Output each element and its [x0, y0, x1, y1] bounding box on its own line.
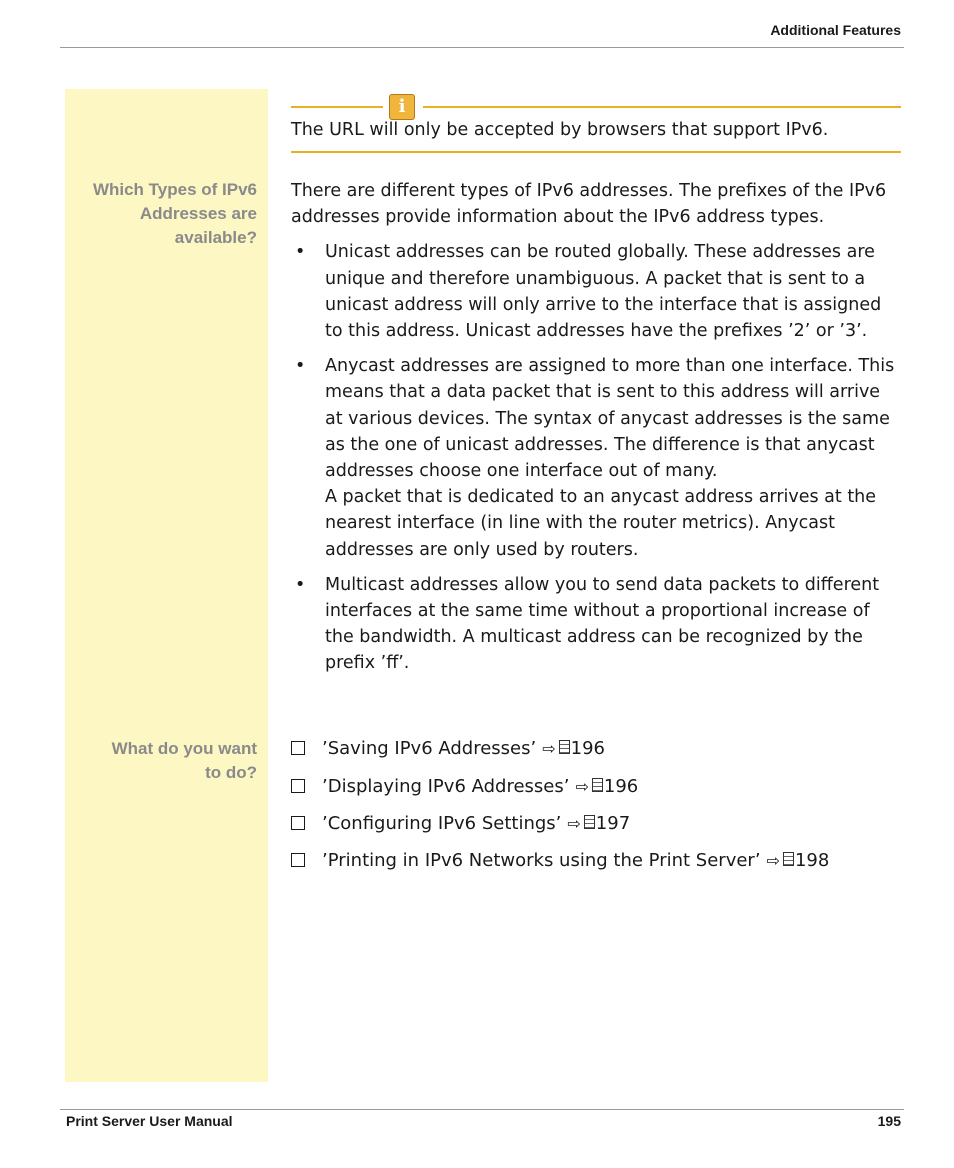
arrow-right-icon: ⇨ — [567, 814, 581, 833]
anycast-extra: A packet that is dedicated to an anycast address arrives at the nearest interface (in line with the router metrics). Anycast addresses are only used by routers. — [325, 487, 877, 560]
list-item-unicast: • Unicast addresses can be routed globally. These addresses are unique and therefore unambiguous. A packet that is sent to a unicast address will only arrive to the interface that is assigned to this address. Unicast addresses have the prefixes ’2’ or ’3’. — [295, 242, 882, 342]
header-divider — [60, 47, 904, 48]
note-text: The URL will only be accepted by browsers that support IPv6. — [291, 120, 829, 140]
footer-manual-title: Print Server User Manual — [66, 1113, 233, 1129]
arrow-right-icon: ⇨ — [575, 777, 589, 796]
list-item-anycast: • Anycast addresses are assigned to more than one interface. This means that a data packet that is sent to this address will arrive at various devices. The syntax of anycast addresses is the same as the one of unicast addresses. The difference is that anycast addresses choose one interface out of many. A packet that is dedicated to an anycast address arrives at the nearest interface (in line with the router metrics). Anycast addresses are only used by routers. — [291, 353, 903, 563]
intro-paragraph: There are different types of IPv6 addresses. The prefixes of the IPv6 addresses provide information about the IPv6 address types. — [291, 181, 887, 228]
page-icon — [584, 815, 595, 829]
page-number: 195 — [877, 1113, 901, 1129]
page-icon — [559, 740, 570, 754]
task-link-saving[interactable]: ’Saving IPv6 Addresses’ ⇨ 196 — [291, 737, 605, 761]
checkbox-icon — [291, 741, 305, 755]
checkbox-icon — [291, 816, 305, 830]
checkbox-icon — [291, 853, 305, 867]
page-icon — [592, 778, 603, 792]
checkbox-icon — [291, 779, 305, 793]
section-heading-what-to-do: What do you want to do? — [111, 739, 257, 782]
note-top-rule-right — [423, 106, 901, 108]
running-header: Additional Features — [770, 22, 901, 38]
list-item-multicast: • Multicast addresses allow you to send data packets to different interfaces at the same time without a proportional increase of the bandwidth. A multicast address can be recognized by the prefix ’ff’. — [295, 574, 880, 674]
note-top-rule-left — [291, 106, 383, 108]
ipv6-types-body — [291, 178, 903, 686]
note-bottom-rule — [291, 151, 901, 153]
info-icon: i — [389, 94, 415, 120]
task-link-displaying[interactable]: ’Displaying IPv6 Addresses’ ⇨ 196 — [291, 775, 638, 799]
arrow-right-icon: ⇨ — [766, 851, 780, 870]
arrow-right-icon: ⇨ — [542, 739, 556, 758]
task-link-configuring[interactable]: ’Configuring IPv6 Settings’ ⇨ 197 — [291, 812, 630, 836]
address-type-list — [291, 239, 903, 676]
section-heading-ipv6-types: Which Types of IPv6 Addresses are available? — [92, 180, 257, 247]
task-link-printing[interactable]: ’Printing in IPv6 Networks using the Print Server’ ⇨ 198 — [291, 849, 829, 873]
page-icon — [783, 852, 794, 866]
footer-divider — [60, 1109, 904, 1110]
